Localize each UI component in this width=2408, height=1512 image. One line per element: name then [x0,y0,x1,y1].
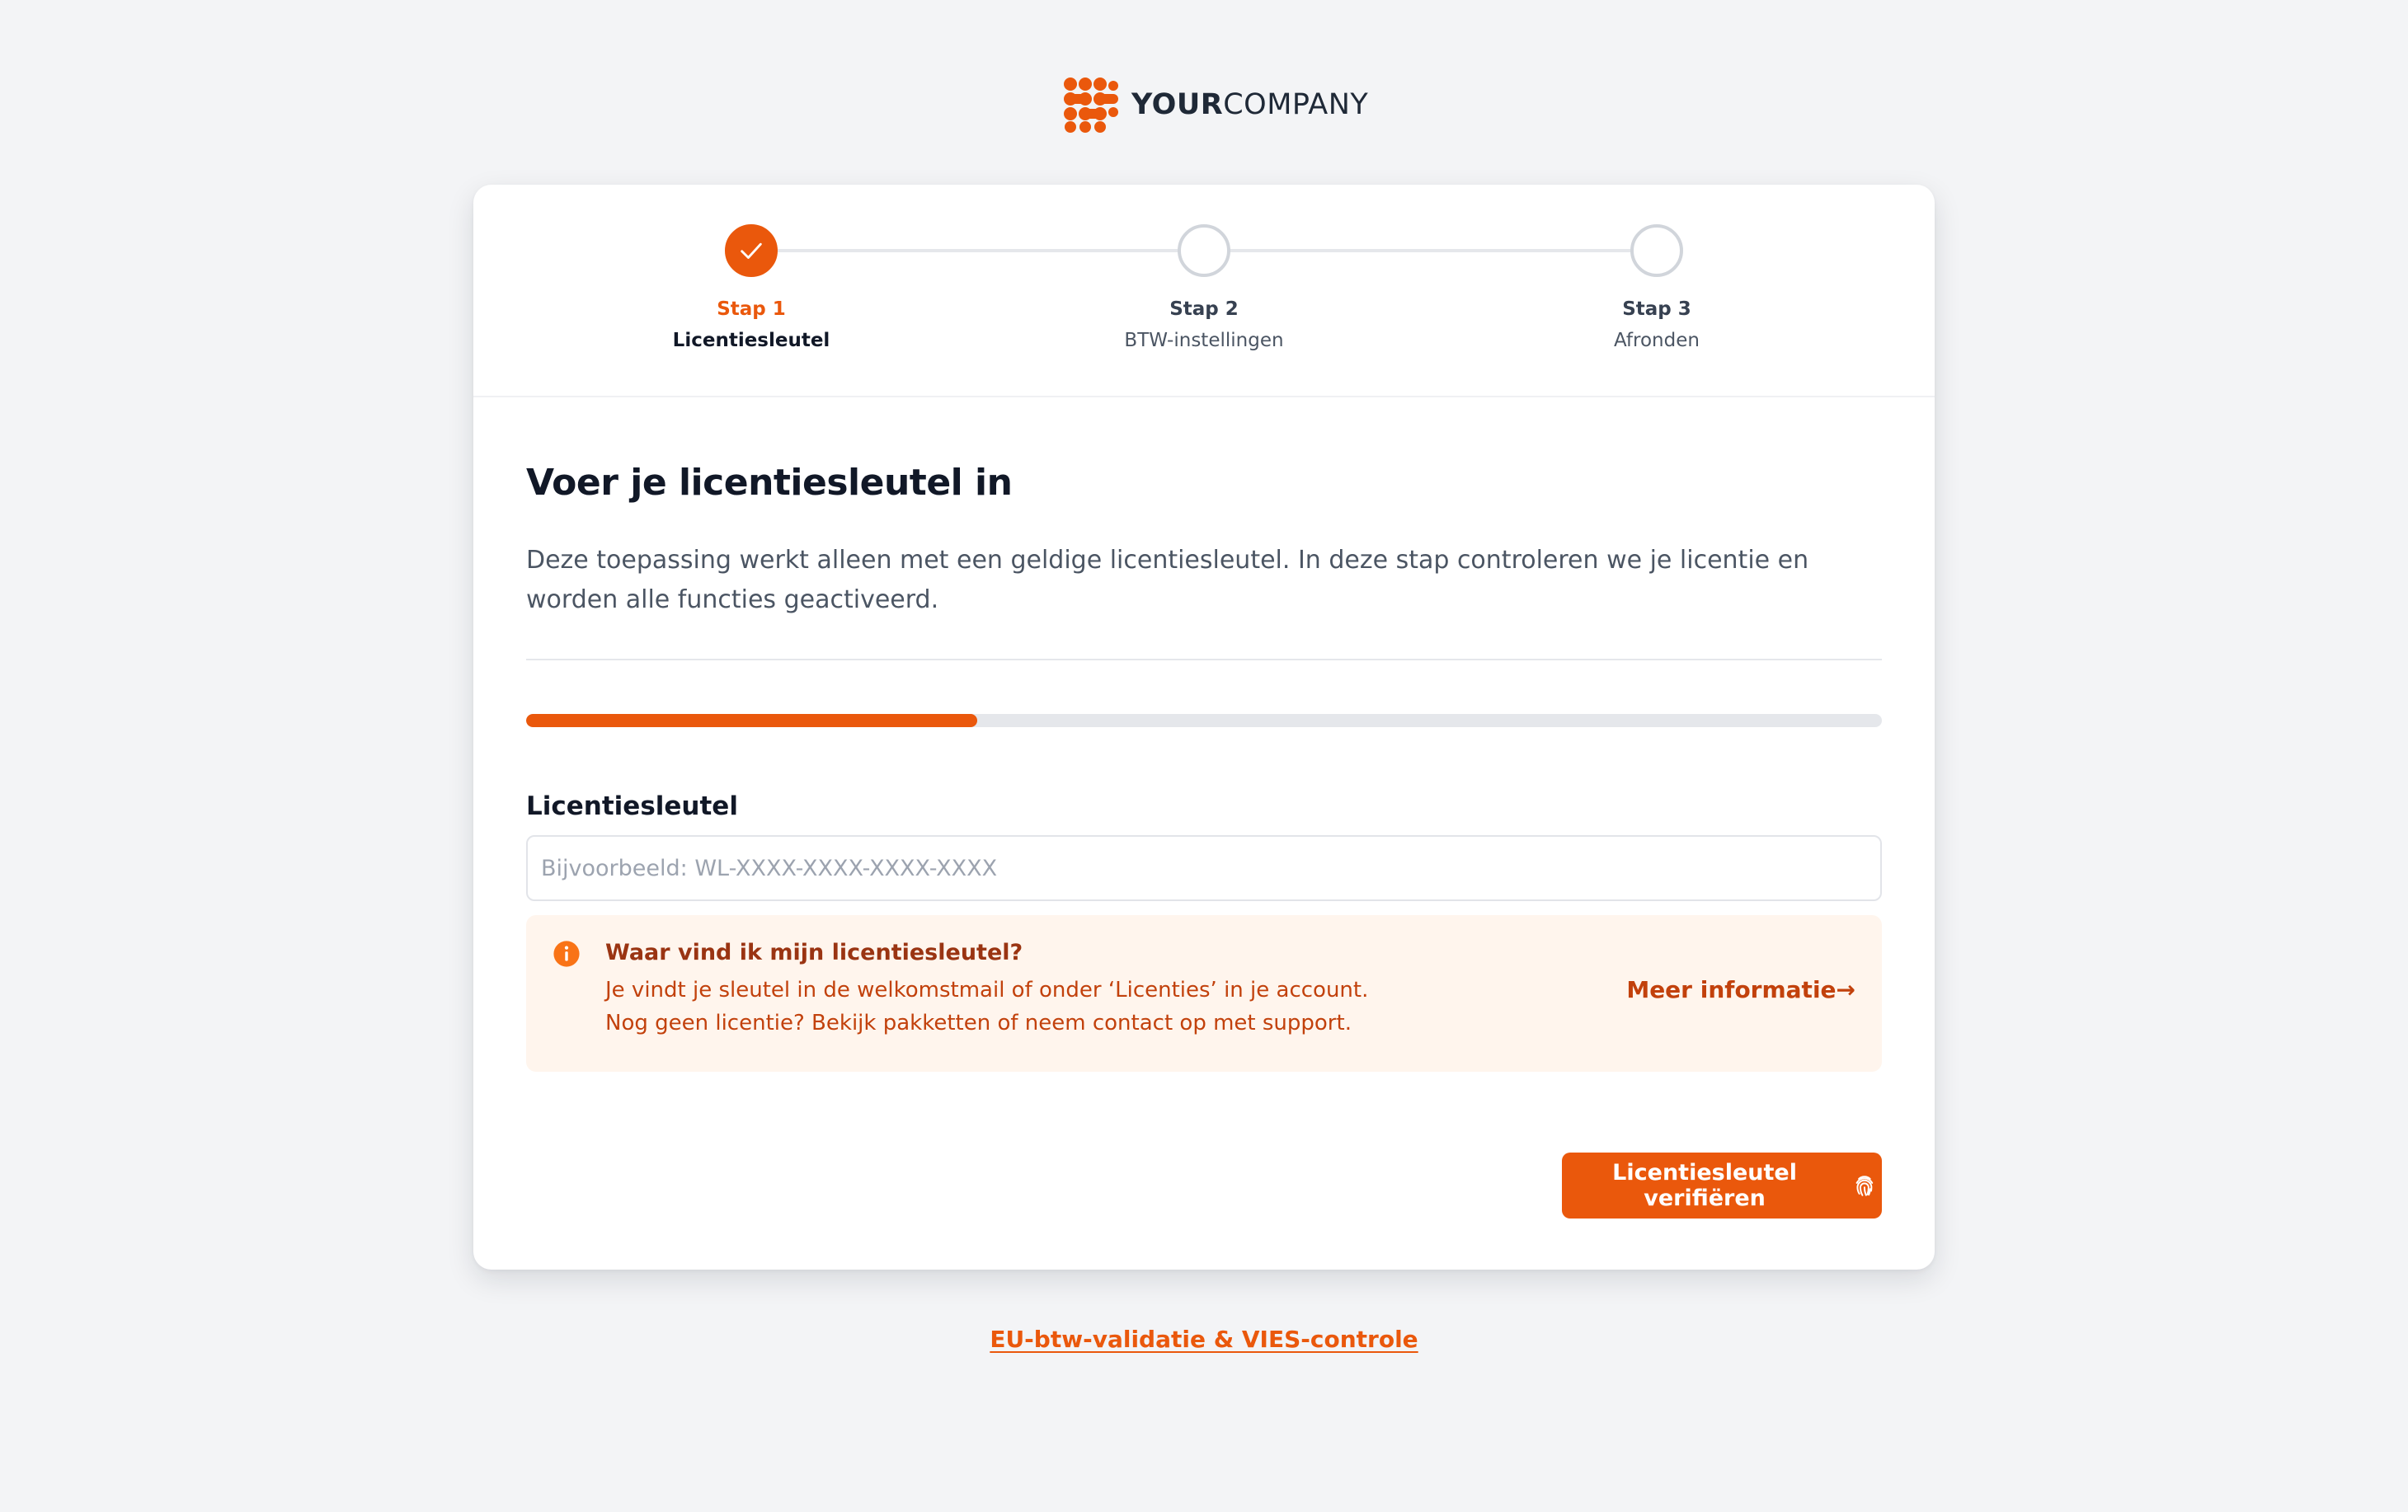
step-connector-1-2 [772,249,1227,252]
company-logo [1062,76,1368,134]
step-2-indicator [1178,224,1230,277]
more-info-link[interactable]: Meer informatie→ [1626,976,1855,1003]
logo-mark-icon [1062,76,1120,134]
company-name: YOURCOMPANY [1131,88,1369,121]
info-title: Waar vind ik mijn licentiesleutel? [605,940,1023,965]
progress-bar-fill [526,714,977,727]
stepper [473,185,1935,397]
progress-bar [526,714,1882,727]
step-2-title: Stap 2 [1169,298,1239,320]
setup-card [473,185,1935,1270]
checkmark-icon [737,237,765,265]
license-key-label: Licentiesleutel [526,791,738,821]
step-1-subtitle: Licentiesleutel [672,330,830,351]
vat-validation-link[interactable]: EU-btw-validatie & VIES-controle [990,1326,1418,1353]
license-key-input[interactable] [526,835,1882,901]
step-3-title: Stap 3 [1622,298,1691,320]
fingerprint-icon [1852,1172,1877,1200]
info-text-line-1: Je vindt je sleutel in de welkomstmail of onder ‘Licenties’ in je account. [605,978,1369,1003]
step-3-subtitle: Afronden [1614,330,1700,351]
step-2-subtitle: BTW-instellingen [1124,330,1284,351]
verify-license-button-label: Licentiesleutel verifiëren [1612,1160,1797,1211]
verify-license-button[interactable] [1562,1153,1882,1219]
info-text-line-2: Nog geen licentie? Bekijk pakketten of neem contact op met support. [605,1011,1352,1035]
page-title: Voer je licentiesleutel in [526,462,1013,504]
divider [526,659,1882,660]
step-1-indicator [725,224,778,277]
step-3-indicator [1630,224,1683,277]
step-1-title: Stap 1 [717,298,786,320]
info-icon [553,940,581,968]
page-description: Deze toepassing werkt alleen met een geldige licentiesleutel. In deze stap controleren we je licentie en worden alle functies geactiveerd. [526,546,1809,614]
info-box [526,915,1882,1072]
step-connector-2-3 [1224,249,1679,252]
